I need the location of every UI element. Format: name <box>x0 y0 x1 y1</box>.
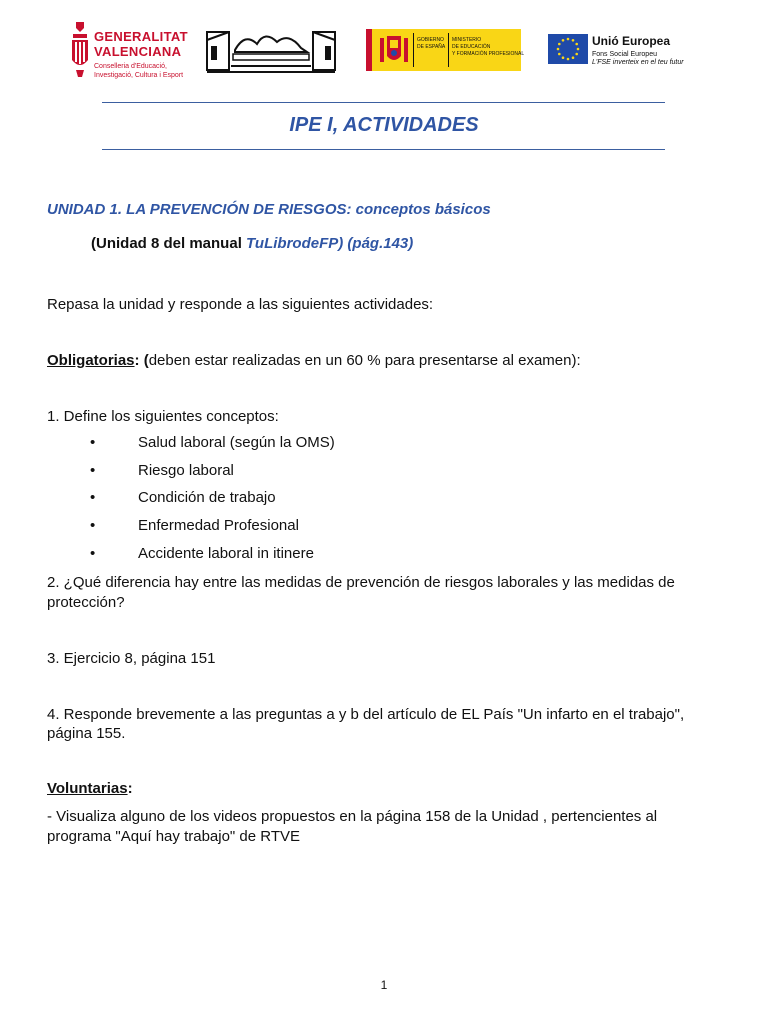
gobierno-divider <box>413 33 414 67</box>
eu-flag-icon <box>548 34 588 64</box>
title-rule-top <box>102 102 665 103</box>
list-item: Riesgo laboral <box>138 462 234 479</box>
gva-name-line2: VALENCIANA <box>94 44 182 59</box>
ministry-line-3: Y FORMACIÓN PROFESIONAL <box>452 51 525 57</box>
list-item: Salud laboral (según la OMS) <box>138 434 335 451</box>
list-item: Condición de trabajo <box>138 489 276 506</box>
question-2-line-1: 2. ¿Qué diferencia hay entre las medidas de prevención de riesgos laborales y las medidas de <box>47 574 675 591</box>
gobierno-espana-logo <box>366 29 525 71</box>
voluntarias-line-1: - Visualiza alguno de los videos propuestos en la página 158 de la Unidad , pertencientes al <box>47 808 658 825</box>
intro-text: Repasa la unidad y responde a las siguientes actividades: <box>47 296 434 313</box>
gva-logo <box>70 20 190 82</box>
bullet-marker: • <box>90 489 96 506</box>
question-3: 3. Ejercicio 8, página 151 <box>47 650 216 667</box>
bullet-marker: • <box>90 462 96 479</box>
unit-heading: UNIDAD 1. LA PREVENCIÓN DE RIESGOS: conceptos básicos <box>47 201 491 218</box>
bullet-marker: • <box>90 545 96 562</box>
gva-sub-line2: Investigació, Cultura i Esport <box>94 72 184 79</box>
question-1: 1. Define los siguientes conceptos: <box>47 408 279 425</box>
eu-sub-1: Fons Social Europeu <box>592 51 657 58</box>
gobierno-label-1: GOBIERNO <box>417 37 444 43</box>
voluntarias-label: Voluntarias <box>47 780 128 797</box>
manual-reference-book: TuLibrodeFP) (pág.143) <box>246 235 414 252</box>
gobierno-divider-2 <box>448 33 449 67</box>
question-4-line-1: 4. Responde brevemente a las preguntas a y b del artículo de EL País "Un infarto en el trabajo", <box>47 706 685 723</box>
ministry-line-1: MINISTERIO <box>452 37 482 43</box>
obligatorias-rest: deben estar realizadas en un 60 % para presentarse al examen): <box>148 352 581 369</box>
voluntarias-line-2: programa "Aquí hay trabajo" de RTVE <box>47 828 301 845</box>
list-item: Accidente laboral in itinere <box>138 545 314 562</box>
spain-flag-stripe <box>366 29 372 71</box>
page-title: IPE I, ACTIVIDADES <box>289 114 479 136</box>
page-number: 1 <box>380 978 388 992</box>
voluntarias-colon: : <box>127 780 133 797</box>
spain-coat-of-arms-icon <box>376 32 412 68</box>
list-item: Enfermedad Profesional <box>138 517 299 534</box>
gva-sub-line1: Conselleria d'Educació, <box>94 63 167 70</box>
gva-name-line1: GENERALITAT <box>94 29 188 44</box>
obligatorias-line <box>47 351 581 371</box>
gva-emblem-icon <box>70 20 90 78</box>
title-rule-bottom <box>102 149 665 150</box>
eu-logo <box>548 34 698 70</box>
bullet-marker: • <box>90 434 96 451</box>
question-4-line-2: página 155. <box>47 725 126 742</box>
bullet-marker: • <box>90 517 96 534</box>
manual-reference <box>91 234 413 254</box>
obligatorias-label: Obligatorias <box>47 352 135 369</box>
school-building-logo <box>205 26 337 74</box>
gobierno-label-2: DE ESPAÑA <box>417 44 446 50</box>
ministry-line-2: DE EDUCACIÓN <box>452 44 491 50</box>
obligatorias-colon: : ( <box>134 352 149 369</box>
voluntarias-heading <box>47 779 133 799</box>
eu-sub-2: L'FSE inverteix en el teu futur <box>592 59 684 66</box>
manual-reference-prefix: (Unidad 8 del manual <box>91 235 247 252</box>
eu-title: Unió Europea <box>592 34 671 48</box>
question-2-line-2: protección? <box>47 594 125 611</box>
